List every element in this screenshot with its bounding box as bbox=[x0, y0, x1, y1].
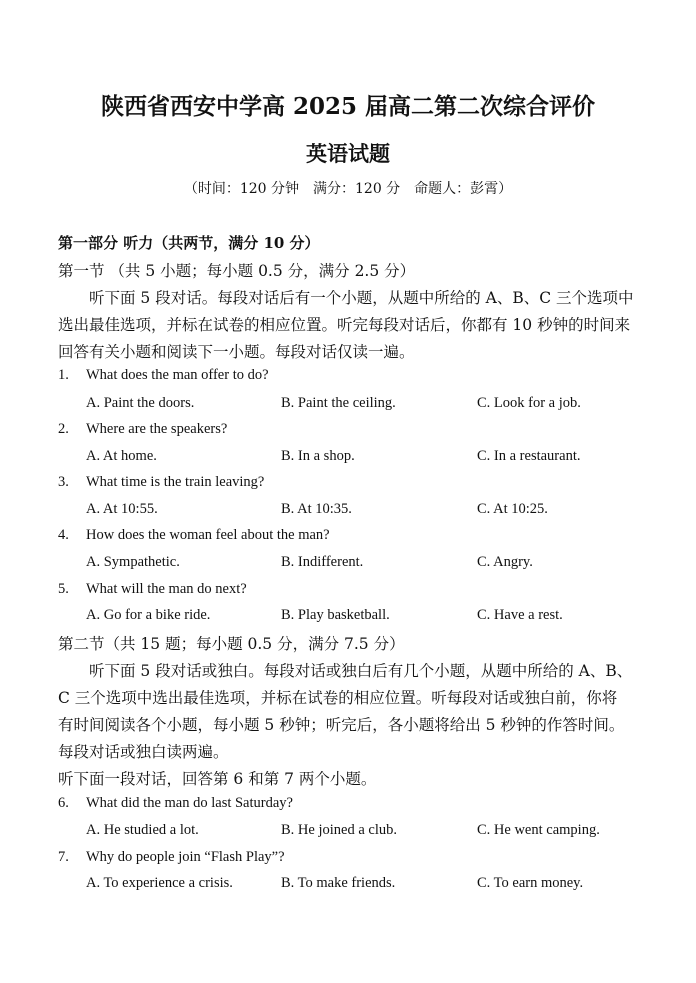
option-c: C. In a restaurant. bbox=[477, 448, 581, 464]
option-c: C. Angry. bbox=[477, 554, 533, 570]
option-b: B. At 10:35. bbox=[281, 501, 352, 517]
question-number: 4. bbox=[58, 527, 69, 543]
exam-title: 陕西省西安中学高 2025 届高二第二次综合评价 bbox=[100, 93, 596, 120]
question-number: 3. bbox=[58, 474, 69, 490]
question-text: What time is the train leaving? bbox=[86, 474, 265, 490]
exam-info: （时间：120 分钟 满分：120 分 命题人：彭霄） bbox=[183, 181, 513, 197]
question-number: 6. bbox=[58, 795, 69, 811]
section1-heading: 第一节 （共 5 小题；每小题 0.5 分，满分 2.5 分） bbox=[58, 262, 416, 280]
option-a: A. He studied a lot. bbox=[86, 822, 199, 838]
option-b: B. Indifferent. bbox=[281, 554, 364, 570]
option-c: C. Look for a job. bbox=[477, 395, 581, 411]
option-b: B. Paint the ceiling. bbox=[281, 395, 396, 411]
question-text: Where are the speakers? bbox=[86, 421, 228, 437]
option-c: C. Have a rest. bbox=[477, 607, 563, 623]
question-number: 2. bbox=[58, 421, 69, 437]
option-b: B. In a shop. bbox=[281, 448, 355, 464]
question-text: What does the man offer to do? bbox=[86, 367, 269, 383]
section1-instruction-line: 回答有关小题和阅读下一小题。每段对话仅读一遍。 bbox=[58, 343, 415, 361]
option-a: A. Sympathetic. bbox=[86, 554, 180, 570]
section2-instruction-line: 每段对话或独白读两遍。 bbox=[58, 743, 229, 761]
option-a: A. To experience a crisis. bbox=[86, 875, 233, 891]
group-note: 听下面一段对话，回答第 6 和第 7 两个小题。 bbox=[58, 770, 377, 788]
question-text: What will the man do next? bbox=[86, 581, 247, 597]
option-a: A. Paint the doors. bbox=[86, 395, 195, 411]
exam-subtitle: 英语试题 bbox=[306, 141, 390, 166]
option-b: B. Play basketball. bbox=[281, 607, 390, 623]
section2-instruction-line: C 三个选项中选出最佳选项，并标在试卷的相应位置。听每段对话或独白前，你将 bbox=[58, 689, 618, 707]
question-number: 1. bbox=[58, 367, 69, 383]
option-c: C. He went camping. bbox=[477, 822, 600, 838]
option-c: C. To earn money. bbox=[477, 875, 584, 891]
option-a: A. At 10:55. bbox=[86, 501, 158, 517]
question-number: 7. bbox=[58, 849, 69, 865]
option-c: C. At 10:25. bbox=[477, 501, 548, 517]
option-a: A. At home. bbox=[86, 448, 157, 464]
question-text: What did the man do last Saturday? bbox=[86, 795, 293, 811]
question-number: 5. bbox=[58, 581, 69, 597]
section1-instruction-line: 选出最佳选项，并标在试卷的相应位置。听完每段对话后，你都有 10 秒钟的时间来 bbox=[58, 316, 631, 334]
part1-heading: 第一部分 听力（共两节，满分 10 分） bbox=[58, 234, 320, 252]
section2-heading: 第二节（共 15 题；每小题 0.5 分，满分 7.5 分） bbox=[58, 635, 405, 653]
option-a: A. Go for a bike ride. bbox=[86, 607, 211, 623]
option-b: B. He joined a club. bbox=[281, 822, 397, 838]
question-text: How does the woman feel about the man? bbox=[86, 527, 330, 543]
question-text: Why do people join “Flash Play”? bbox=[86, 849, 285, 865]
section1-instruction-line: 听下面 5 段对话。每段对话后有一个小题，从题中所给的 A、B、C 三个选项中 bbox=[58, 289, 634, 307]
option-b: B. To make friends. bbox=[281, 875, 396, 891]
section2-instruction-line: 有时间阅读各个小题，每小题 5 秒钟；听完后，各小题将给出 5 秒钟的作答时间。 bbox=[58, 716, 625, 734]
section2-instruction-line: 听下面 5 段对话或独白。每段对话或独白后有几个小题，从题中所给的 A、B、 bbox=[58, 662, 633, 680]
